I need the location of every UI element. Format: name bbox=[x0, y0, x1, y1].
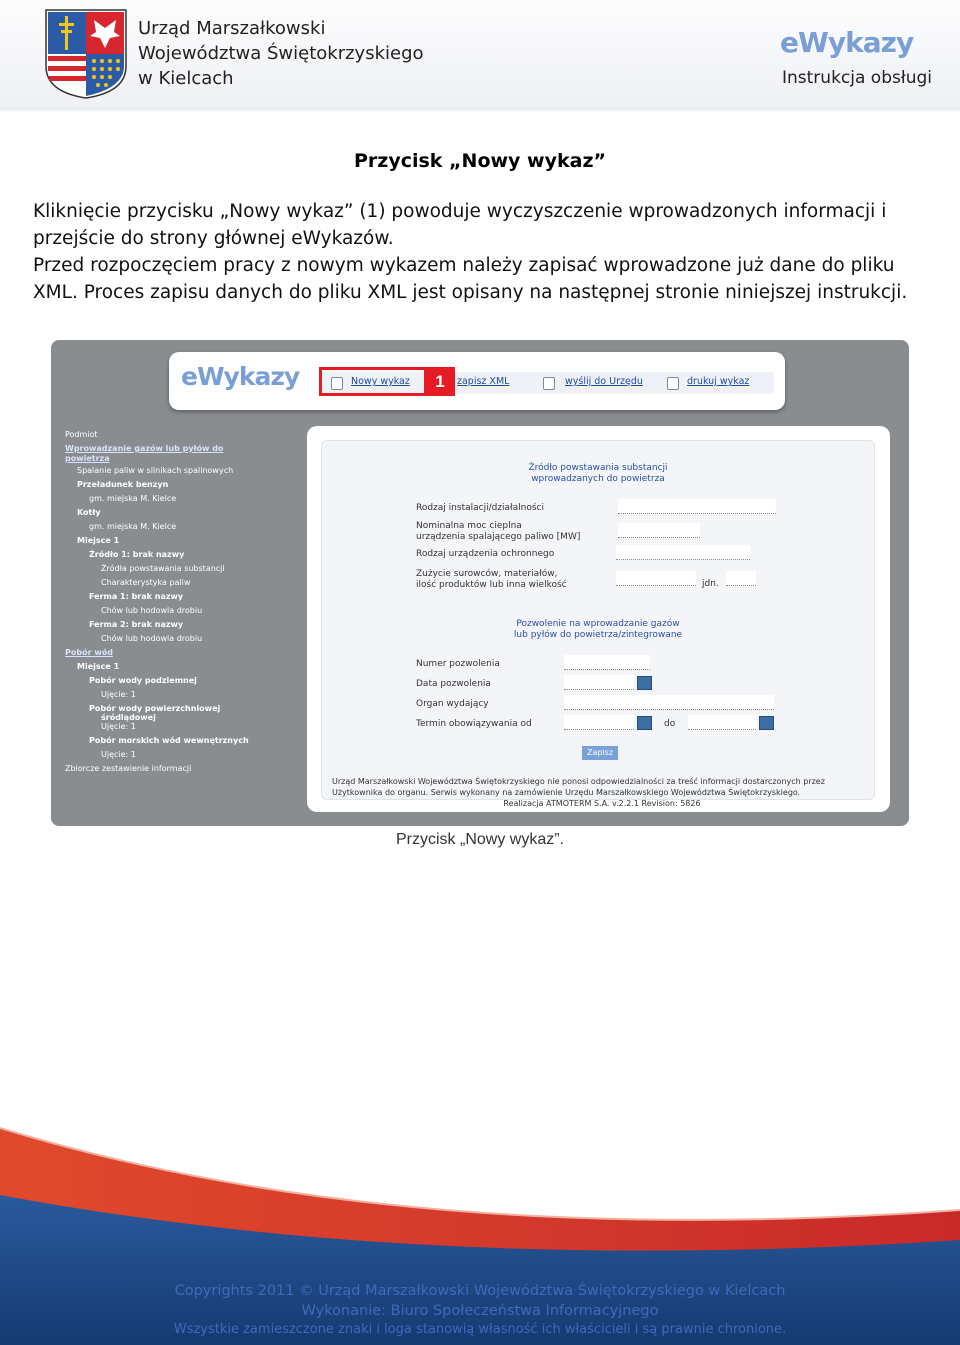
tree-item-label: śródlądowej bbox=[101, 713, 156, 722]
footer-copyright: Copyrights 2011 © Urząd Marszałkowski Województwa Świętokrzyskiego w Kielcach bbox=[174, 1283, 786, 1299]
tree-item-label: Pobór wód bbox=[65, 648, 113, 657]
org-line-3: w Kielcach bbox=[138, 68, 234, 89]
tree-item[interactable] bbox=[77, 662, 119, 672]
calendar-icon[interactable] bbox=[759, 716, 774, 730]
unit-input[interactable] bbox=[726, 571, 756, 586]
organization-name bbox=[138, 16, 424, 91]
tree-item[interactable] bbox=[89, 592, 183, 602]
tree-item-label: Ujęcie: 1 bbox=[101, 750, 136, 759]
org-line-1: Urząd Marszałkowski bbox=[138, 18, 326, 39]
label-usage-line2: ilość produktów lub inna wielkość bbox=[416, 580, 567, 590]
authority-input[interactable] bbox=[564, 695, 774, 710]
tree-item[interactable] bbox=[101, 578, 190, 588]
footer-rights: Wszystkie zamieszczone znaki i loga stanowią własność ich właścicieli i są prawnie chronione. bbox=[173, 1322, 787, 1337]
app-logo: eWykazy bbox=[181, 362, 300, 391]
tree-item-label: Miejsce 1 bbox=[77, 536, 120, 545]
tree-item-label: Wprowadzanie gazów lub pyłów do bbox=[65, 444, 224, 453]
tree-item-label: Przeładunek benzyn bbox=[77, 480, 169, 489]
tree-item-label: Źródło 1: brak nazwy bbox=[89, 550, 185, 559]
tree-item-label: gm. miejska M. Kielce bbox=[89, 522, 177, 531]
tree-item[interactable] bbox=[65, 764, 191, 774]
tree-item[interactable] bbox=[89, 522, 176, 532]
section2-title-line1: Pozwolenie na wprowadzanie gazów bbox=[516, 619, 680, 629]
calendar-icon[interactable] bbox=[637, 676, 652, 690]
tree-item-label: powietrza bbox=[65, 454, 110, 463]
tree-item[interactable] bbox=[65, 454, 110, 464]
tree-item[interactable] bbox=[89, 736, 249, 746]
section-title: Przycisk „Nowy wykaz” bbox=[353, 150, 606, 172]
label-permit-date: Data pozwolenia bbox=[416, 679, 491, 689]
tree-item[interactable] bbox=[65, 430, 98, 440]
app-toolbar bbox=[169, 352, 785, 410]
label-authority: Organ wydający bbox=[416, 699, 489, 709]
tree-item[interactable] bbox=[101, 606, 202, 616]
label-valid-to: do bbox=[664, 719, 676, 729]
coat-of-arms-icon bbox=[44, 8, 128, 100]
tree-item-label: Ferma 2: brak nazwy bbox=[89, 620, 184, 629]
disclaimer-line3: Realizacja ATMOTERM S.A. v.2.2.1 Revision: 5826 bbox=[503, 799, 701, 808]
tree-item[interactable] bbox=[89, 676, 197, 686]
tree-item[interactable] bbox=[101, 564, 225, 574]
printer-icon bbox=[667, 377, 679, 390]
power-input[interactable] bbox=[618, 523, 700, 538]
tree-item-label: Ujęcie: 1 bbox=[101, 722, 136, 731]
tree-item-label: Źródła powstawania substancji bbox=[101, 564, 225, 573]
tree-item-label: Chów lub hodowla drobiu bbox=[101, 606, 203, 615]
tree-item[interactable] bbox=[101, 634, 202, 644]
tree-item-label: gm. miejska M. Kielce bbox=[89, 494, 177, 503]
paragraph-1: Kliknięcie przycisku „Nowy wykaz” (1) powoduje wyczyszczenie wprowadzonych informacji i przejście do strony głównej eWykazów. bbox=[33, 201, 887, 249]
form-content bbox=[321, 440, 875, 808]
tree-item[interactable] bbox=[101, 690, 136, 700]
label-installation: Rodzaj instalacji/działalności bbox=[416, 503, 544, 513]
tree-item-label: Ujęcie: 1 bbox=[101, 690, 136, 699]
tree-item[interactable] bbox=[65, 444, 223, 454]
label-valid-from: Termin obowiązywania od bbox=[416, 719, 532, 729]
print-list-button[interactable]: drukuj wykaz bbox=[687, 376, 750, 387]
manual-label: Instrukcja obsługi bbox=[782, 68, 932, 88]
save-button[interactable]: Zapisz bbox=[582, 746, 618, 760]
tree-item[interactable] bbox=[89, 494, 176, 504]
valid-from-input[interactable] bbox=[564, 715, 634, 730]
tree-item[interactable] bbox=[89, 620, 183, 630]
send-to-office-button[interactable]: wyślij do Urzędu bbox=[565, 376, 643, 387]
tree-item[interactable] bbox=[77, 480, 168, 490]
tree-item-label: Chów lub hodowla drobiu bbox=[101, 634, 203, 643]
tree-item-label: Charakterystyka paliw bbox=[101, 578, 191, 587]
tree-item[interactable] bbox=[101, 722, 136, 732]
tree-item[interactable] bbox=[77, 536, 119, 546]
save-xml-button[interactable]: zapisz XML bbox=[457, 376, 510, 387]
permit-number-input[interactable] bbox=[564, 655, 650, 670]
tree-item-label: Miejsce 1 bbox=[77, 662, 120, 671]
disclaimer bbox=[332, 776, 872, 809]
label-power-line1: Nominalna moc cieplna bbox=[416, 521, 522, 531]
section1-title-line2: wprowadzanych do powietrza bbox=[531, 474, 665, 484]
tree-item[interactable] bbox=[65, 648, 113, 658]
tree-item-label: Zbiorcze zestawienie informacji bbox=[65, 764, 192, 773]
app-screenshot bbox=[51, 340, 909, 826]
org-line-2: Województwa Świętokrzyskiego bbox=[138, 43, 424, 64]
footer-text bbox=[0, 1281, 960, 1339]
highlight-frame bbox=[319, 367, 427, 396]
footer-credits: Wykonanie: Biuro Społeczeństwa Informacyjnego bbox=[301, 1303, 659, 1319]
header-divider bbox=[0, 108, 960, 113]
tree-item-label: Pobór wody podziemnej bbox=[89, 676, 197, 685]
paragraph-2: Przed rozpoczęciem pracy z nowym wykazem należy zapisać wprowadzone już dane do pliku XML. Proces zapisu danych do pliku XML jest opisany na następnej stronie niniejszej instrukcji. bbox=[33, 255, 908, 303]
label-permit-number: Numer pozwolenia bbox=[416, 659, 500, 669]
figure-caption: Przycisk „Nowy wykaz”. bbox=[395, 831, 564, 848]
tree-item-label: Pobór wody powierzchniowej bbox=[89, 704, 221, 713]
tree-item-label: Podmiot bbox=[65, 430, 98, 439]
new-list-button[interactable]: Nowy wykaz bbox=[351, 376, 410, 387]
disclaimer-line1: Urząd Marszałkowski Województwa Świętokrzyskiego nie ponosi odpowiedzialności za treść informacji dostarczonych przez bbox=[332, 777, 825, 786]
disclaimer-line2: Użytkownika do organu. Serwis wykonany na zamówienie Urzędu Marszałkowskiego Województwa Świętokrzyskiego. bbox=[332, 788, 801, 797]
usage-input[interactable] bbox=[616, 571, 696, 586]
permit-date-input[interactable] bbox=[564, 675, 634, 690]
tree-item[interactable] bbox=[89, 550, 184, 560]
valid-to-input[interactable] bbox=[688, 715, 756, 730]
tree-item-label: Kotły bbox=[77, 508, 101, 517]
label-power-line2: urządzenia spalającego paliwo [MW] bbox=[416, 532, 581, 542]
label-protection: Rodzaj urządzenia ochronnego bbox=[416, 549, 555, 559]
ewykazy-logo: eWykazy bbox=[780, 26, 914, 59]
section2-title-line2: lub pyłów do powietrza/zintegrowane bbox=[513, 630, 683, 640]
tree-item[interactable] bbox=[101, 750, 136, 760]
highlight-number: 1 bbox=[425, 367, 455, 396]
unit-label: jdn. bbox=[702, 579, 719, 589]
calendar-icon[interactable] bbox=[637, 716, 652, 730]
tree-item-label: Spalanie paliw w silnikach spalinowych bbox=[77, 466, 234, 475]
tree-item-label: Ferma 1: brak nazwy bbox=[89, 592, 184, 601]
installation-input[interactable] bbox=[618, 499, 776, 514]
section1-title-line1: Źródło powstawania substancji bbox=[528, 463, 668, 473]
tree-item[interactable] bbox=[77, 508, 101, 518]
tree-item[interactable] bbox=[77, 466, 233, 476]
tree-item-label: Pobór morskich wód wewnętrznych bbox=[89, 736, 249, 745]
protection-input[interactable] bbox=[616, 545, 750, 560]
label-usage-line1: Zużycie surowców, materiałów, bbox=[416, 569, 558, 579]
send-icon bbox=[543, 377, 555, 390]
